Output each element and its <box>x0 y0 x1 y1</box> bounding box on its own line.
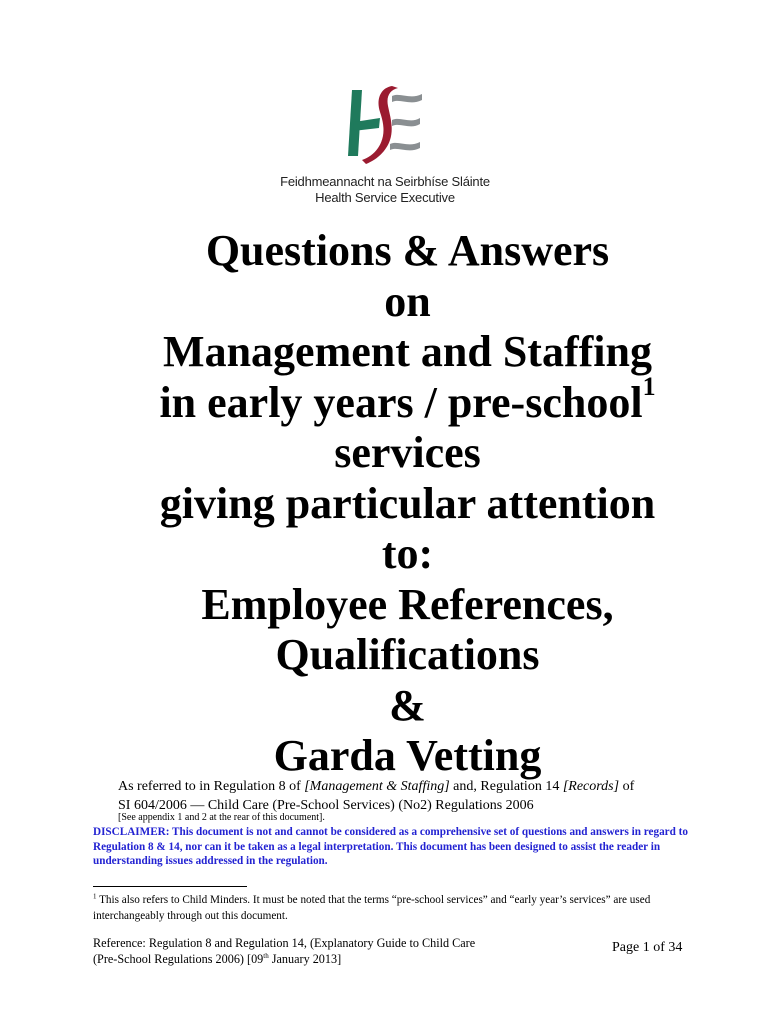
title-line-11: Garda Vetting <box>273 731 542 780</box>
page-number: Page 1 of 34 <box>612 940 683 955</box>
regref-management-staffing: [Management & Staffing] <box>304 779 450 794</box>
title-line-4-text: in early years / pre-school <box>159 377 643 427</box>
footer-ref-date-sup: th <box>263 951 269 960</box>
regulation-reference-line-1 <box>118 777 718 796</box>
title-line-7: to: <box>381 529 434 578</box>
footer-reference <box>93 936 523 967</box>
footer-ref-date-a: (Pre-School Regulations 2006) [09 <box>93 951 264 966</box>
footer-reference-line-1: Reference: Regulation 8 and Regulation 14, (Explanatory Guide to Child Care <box>93 936 476 950</box>
footnote <box>93 892 721 924</box>
regulation-reference <box>118 777 718 815</box>
title-line-1: Questions & Answers <box>205 226 610 275</box>
title-line-8: Employee References, <box>201 579 614 629</box>
regref-part-3: and, Regulation 14 <box>449 779 563 794</box>
footnote-text: This also refers to Child Minders. It must be noted that the terms “pre-school services” and “early year’s services” are used interchangeably through out this document. <box>93 894 651 922</box>
footnote-divider <box>93 886 247 887</box>
regref-part-5: of <box>619 779 635 794</box>
title-line-3: Management and Staffing <box>163 327 652 376</box>
regref-part-1: As referred to in Regulation 8 of <box>118 779 305 794</box>
title-line-9: Qualifications <box>275 630 540 679</box>
hse-logo-icon <box>340 78 430 168</box>
hse-logo-block <box>0 78 770 206</box>
footer-ref-date-b: January 2013] <box>268 951 342 966</box>
org-name-english: Health Service Executive <box>315 190 455 205</box>
document-title <box>0 226 770 782</box>
title-footnote-marker: 1 <box>642 371 656 401</box>
footnote-marker: 1 <box>93 892 97 901</box>
org-name-irish: Feidhmeannacht na Seirbhíse Sláinte <box>280 174 490 189</box>
appendix-note: [See appendix 1 and 2 at the rear of this document]. <box>118 812 325 823</box>
title-line-6: giving particular attention <box>159 478 656 528</box>
title-line-2: on <box>384 276 431 326</box>
title-line-4 <box>0 371 770 429</box>
footer-reference-line-2 <box>93 952 523 968</box>
regulation-reference-line-2: SI 604/2006 — Child Care (Pre-School Services) (No2) Regulations 2006 <box>118 798 534 813</box>
regref-records: [Records] <box>562 779 620 794</box>
disclaimer: DISCLAIMER: This document is not and cannot be considered as a comprehensive set of questions and answers in regard to Regulation 8 & 14, nor can it be taken as a legal interpretation. This document has been designed to assist the reader in understanding issues addressed in the regulation. <box>93 826 688 868</box>
title-line-5: services <box>334 428 481 477</box>
title-line-10: & <box>389 680 426 730</box>
